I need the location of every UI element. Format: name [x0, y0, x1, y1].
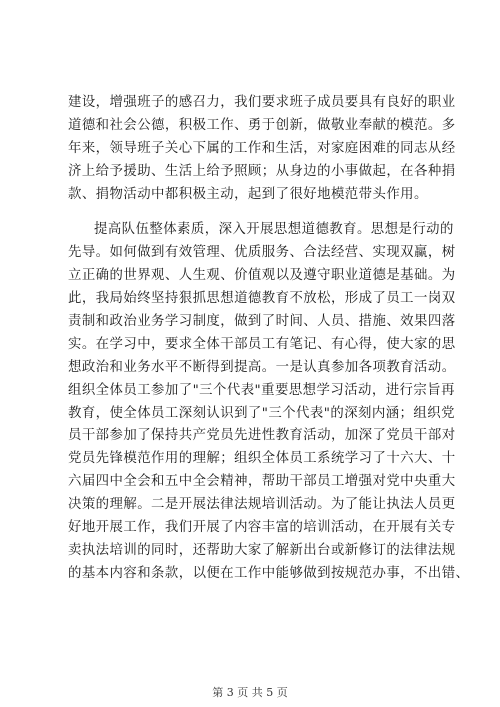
text-line: 济上给予援助、生活上给予照顾；从身边的小事做起，在各种捐 — [68, 163, 456, 179]
text-line: 道德和社会公德，积极工作、勇于创新，做敬业奉献的模范。多 — [68, 117, 456, 133]
text-line: 好地开展工作，我们开展了内容丰富的培训活动，在开展有关专 — [68, 520, 456, 536]
text-line: 党员先锋模范作用的理解；组织全体员工系统学习了十六大、十 — [68, 451, 456, 467]
page-number: 第 3 页 共 5 页 — [212, 686, 288, 699]
text-line: 想政治和业务水平不断得到提高。一是认真参加各项教育活动。 — [68, 359, 456, 375]
text-line: 决策的理解。二是开展法律法规培训活动。为了能让执法人员更 — [68, 497, 456, 513]
text-line: 组织全体员工参加了"三个代表"重要思想学习活动，进行宗旨再 — [68, 382, 455, 398]
text-line: 卖执法培训的同时，还帮助大家了解新出台或新修订的法律法规 — [68, 542, 456, 558]
paragraph-2 — [68, 219, 470, 585]
text-line: 此，我局始终坚持狠抓思想道德教育不放松，形成了员工一岗双 — [68, 291, 456, 307]
paragraph-1 — [68, 92, 456, 206]
text-line: 提高队伍整体素质，深入开展思想道德教育。思想是行动的 — [94, 222, 454, 238]
text-line: 责制和政治业务学习制度，做到了时间、人员、措施、效果四落 — [68, 314, 456, 330]
text-line: 款、捐物活动中都积极主动，起到了很好地模范带头作用。 — [68, 186, 428, 202]
body-text — [68, 92, 470, 586]
text-line: 先导。如何做到有效管理、优质服务、合法经营、实现双赢，树 — [68, 245, 456, 261]
text-line: 员干部参加了保持共产党员先进性教育活动，加深了党员干部对 — [68, 428, 456, 444]
text-line: 六届四中全会和五中全会精神，帮助干部员工增强对党中央重大 — [68, 474, 456, 490]
paragraph-gap — [68, 206, 442, 219]
text-line: 教育，使全体员工深刻认识到了"三个代表"的深刻内涵；组织党 — [68, 405, 455, 421]
text-line: 的基本内容和条款，以便在工作中能够做到按规范办事，不出错、 — [68, 565, 470, 581]
text-line: 立正确的世界观、人生观、价值观以及遵守职业道德是基础。为 — [68, 268, 456, 284]
text-line: 年来，领导班子关心下属的工作和生活，对家庭困难的同志从经 — [68, 140, 456, 156]
text-line: 建设，增强班子的感召力，我们要求班子成员要具有良好的职业 — [68, 95, 456, 110]
text-line: 实。在学习中，要求全体干部员工有笔记、有心得，使大家的思 — [68, 336, 456, 352]
